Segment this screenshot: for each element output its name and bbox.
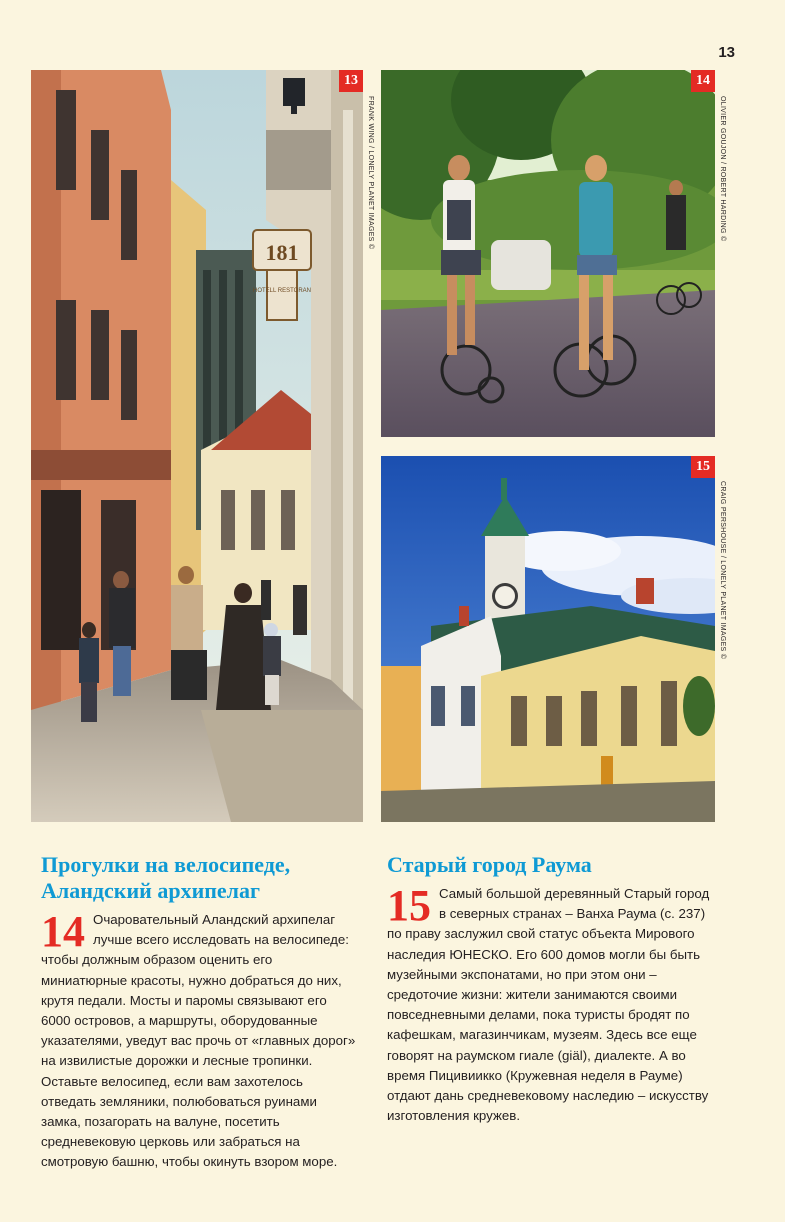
- photo-credit: OLIVIER GOUJON / ROBERT HARDING ©: [719, 96, 726, 242]
- hotel-sign-text: HOTELL RESTORAN: [252, 288, 312, 294]
- article-title: Прогулки на велосипеде, Аландский архипелаг: [41, 852, 291, 903]
- article-title: Старый город Раума: [387, 852, 592, 877]
- photo-number-badge: 15: [691, 456, 715, 478]
- article-number: 15: [387, 881, 431, 930]
- photo-rauma-old-town: [381, 456, 715, 822]
- article-text: 15 Самый большой деревянный Старый город в северных странах – Ванха Раума (с. 237) по праву заслужил свой статус объекта Мирового наследия ЮНЕСКО. Его 600 домов могли бы быть музейными экспонатами, но при этом они – средоточие жизни: жители занимаются своими повседневными делами, пока туристы бродят по кафешкам, магазинчикам, музеям. Здесь все еще говорят на раумском гиале (giäl), диалекте. А во время Пицивиикко (Кружевная неделя в Рауме) отдают дань средневековому наследию – искусству изготовления кружев.: [387, 881, 710, 1124]
- photo-credit: FRANK WING / LONELY PLANET IMAGES ©: [367, 96, 374, 250]
- article-text: 14 Очаровательный Аландский архипелаг лучше всего исследовать на велосипеде: чтобы должным образом оценить его миниатюрные красоты, нужно добраться до них, крутя педали. Мосты и паромы связывают его 6000 островов, а маршруты, оборудованные указателями, уведут вас прочь от «главных дорог» на извилистые дорожки и лесные тропинки. Оставьте велосипед, если вам захотелось отведать земляники, полюбоваться руинами замка, позагорать на валуне, посетить средневековую церковь или забраться на смотровую башню, чтобы окинуть взором море.: [41, 907, 356, 1170]
- photo-number-badge: 14: [691, 70, 715, 92]
- page-number: 13: [718, 44, 735, 61]
- photo-old-town-street: [31, 70, 363, 822]
- photo-credit: CRAIG PERSHOUSE / LONELY PLANET IMAGES ©: [719, 481, 726, 660]
- photo-number-badge: 13: [339, 70, 363, 92]
- hotel-sign-number: 181: [265, 240, 299, 265]
- article-aland-cycling: [41, 852, 357, 1173]
- photo-cyclists: [381, 70, 715, 437]
- article-number: 14: [41, 907, 85, 956]
- article-rauma-old-town: [387, 852, 717, 1126]
